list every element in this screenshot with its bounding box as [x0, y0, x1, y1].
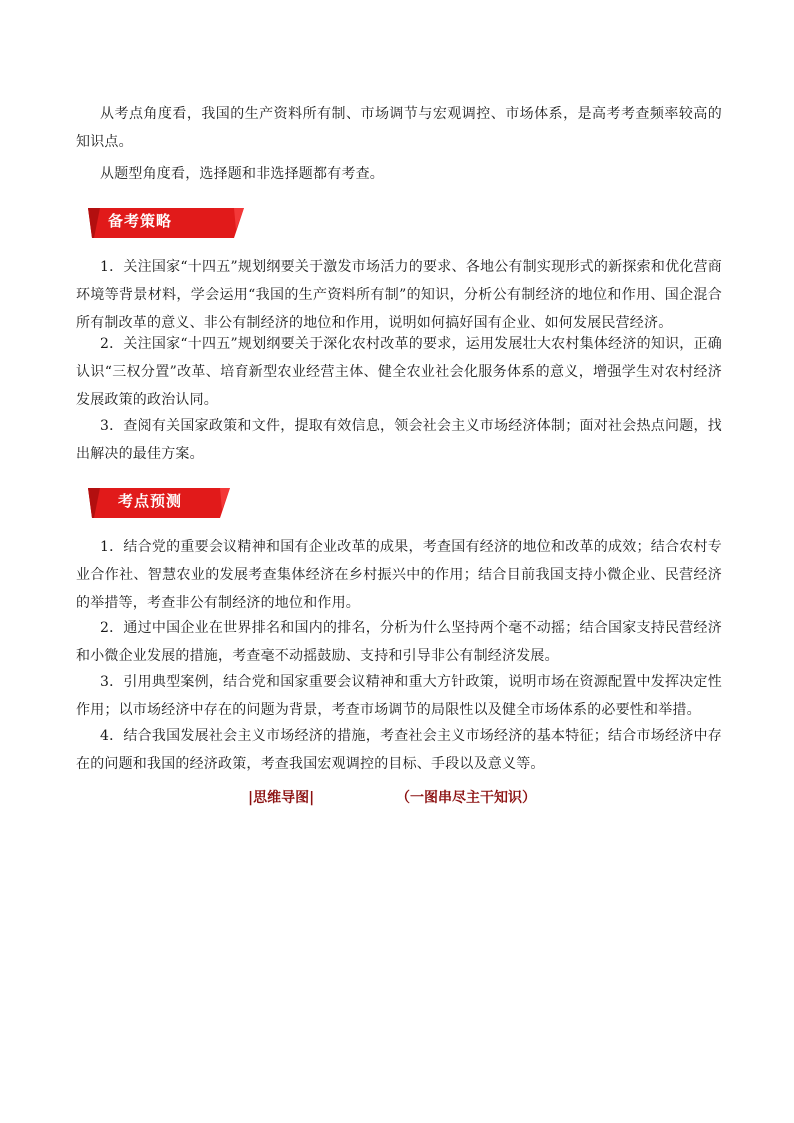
forecast-item-2: 2．通过中国企业在世界排名和国内的排名，分析为什么坚持两个毫不动摇；结合国家支持民营经济和小微企业发展的措施，考查毫不动摇鼓励、支持和引导非公有制经济发展。 — [76, 620, 722, 664]
forecast-item-3: 3．引用典型案例，结合党和国家重要会议精神和重大方针政策，说明市场在资源配置中发挥决定性作用；以市场经济中存在的问题为背景，考查市场调节的局限性以及健全市场体系的必要性和举措。 — [76, 674, 722, 718]
mindmap-title: |思维导图| — [248, 790, 315, 806]
strategy-banner — [88, 206, 248, 240]
strategy-item-2: 2．关注国家“十四五”规划纲要关于深化农村改革的要求，运用发展壮大农村集体经济的知识，正确认识“三权分置”改革、培育新型农业经营主体、健全农业社会化服务体系的意义，增强学生对农村经济发展政策的政治认同。 — [76, 336, 722, 408]
intro-paragraph-2: 从题型角度看，选择题和非选择题都有考查。 — [100, 166, 384, 182]
mindmap-heading-row — [0, 787, 794, 811]
forecast-item-1: 1．结合党的重要会议精神和国有企业改革的成果，考查国有经济的地位和改革的成效；结合农村专业合作社、智慧农业的发展考查集体经济在乡村振兴中的作用；结合目前我国支持小微企业、民营经济的举措等，考查非公有制经济的地位和作用。 — [76, 539, 722, 611]
mindmap-subtitle: （一图串尽主干知识） — [396, 790, 536, 806]
forecast-item-4: 4．结合我国发展社会主义市场经济的措施，考查社会主义市场经济的基本特征；结合市场经济中存在的问题和我国的经济政策，考查我国宏观调控的目标、手段以及意义等。 — [76, 728, 722, 772]
forecast-heading: 考点预测 — [118, 492, 183, 510]
strategy-item-1: 1．关注国家“十四五”规划纲要关于激发市场活力的要求、各地公有制实现形式的新探索和优化营商环境等背景材料，学会运用“我国的生产资料所有制”的知识，分析公有制经济的地位和作用、国企混合所有制改革的意义、非公有制经济的地位和作用，说明如何搞好国有企业、如何发展民营经济。 — [76, 259, 722, 331]
strategy-item-3: 3．查阅有关国家政策和文件，提取有效信息，领会社会主义市场经济体制；面对社会热点问题，找出解决的最佳方案。 — [76, 418, 722, 462]
strategy-heading: 备考策略 — [108, 212, 173, 230]
intro-paragraph-1: 从考点角度看，我国的生产资料所有制、市场调节与宏观调控、市场体系，是高考考查频率较高的知识点。 — [76, 106, 722, 150]
forecast-banner — [88, 486, 233, 520]
